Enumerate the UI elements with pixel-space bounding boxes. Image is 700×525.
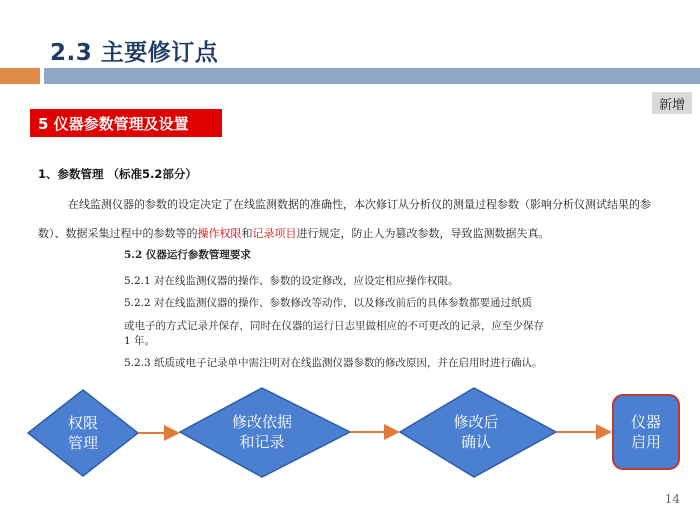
flow-step-3-label-1: 修改后 xyxy=(453,413,499,431)
standard-clause-5-2-1: 5.2.1 对在线监测仪器的操作、参数的设定修改，应设定相应操作权限。 xyxy=(124,275,459,287)
new-tag: 新增 xyxy=(652,92,692,114)
flow-step-3-label-2: 确认 xyxy=(460,433,492,451)
standard-clause-5-2-2-line3: 1 年。 xyxy=(124,335,156,347)
flow-step-4-box xyxy=(613,395,679,469)
paragraph-text-2: 进行规定，防止人为篡改参数，导致监测数据失真。 xyxy=(296,227,550,240)
highlight-record-items: 记录项目 xyxy=(252,227,297,240)
flow-step-4-label-2: 启用 xyxy=(630,433,662,451)
standard-clause-5-2-3: 5.2.3 纸质或电子记录单中需注明对在线监测仪器参数的修改原因，并在启用时进行确认。 xyxy=(124,357,543,369)
description-paragraph xyxy=(38,190,670,248)
flow-step-2-label-1: 修改依据 xyxy=(231,413,293,431)
flow-step-1-label-2: 管理 xyxy=(67,434,99,452)
page-title: 2.3 主要修订点 xyxy=(50,40,219,66)
flow-step-2-label-2: 和记录 xyxy=(239,433,285,451)
process-flow xyxy=(0,385,700,495)
header-accent-bar xyxy=(0,68,40,84)
header-bar xyxy=(44,68,700,84)
standard-clause-5-2-2-line2: 或电子的方式记录并保存，同时在仪器的运行日志里做相应的不可更改的记录，应至少保存 xyxy=(124,320,544,332)
flow-step-1-label-1: 权限 xyxy=(67,414,99,432)
paragraph-and: 和 xyxy=(241,227,253,240)
flow-step-1-diamond xyxy=(28,390,138,476)
paragraph-text-1: 在线监测仪器的参数的设定决定了在线监测数据的准确性，本次修订从分析仪的测量过程参数（影响分析仪测试结果的参数）、数据采集过程中的参数等的 xyxy=(38,198,651,240)
flow-step-4-label-1: 仪器 xyxy=(630,413,662,431)
page-number: 14 xyxy=(664,492,680,506)
highlight-operation-permission: 操作权限 xyxy=(197,227,242,240)
standard-clause-5-2: 5.2 仪器运行参数管理要求 xyxy=(124,249,251,261)
section-title: 5 仪器参数管理及设置 xyxy=(30,109,222,137)
standard-clause-5-2-2-line1: 5.2.2 对在线监测仪器的操作、参数修改等动作，以及修改前后的具体参数都要通过纸质 xyxy=(124,297,533,309)
subsection-heading: 1、参数管理 （标准5.2部分） xyxy=(38,167,197,181)
